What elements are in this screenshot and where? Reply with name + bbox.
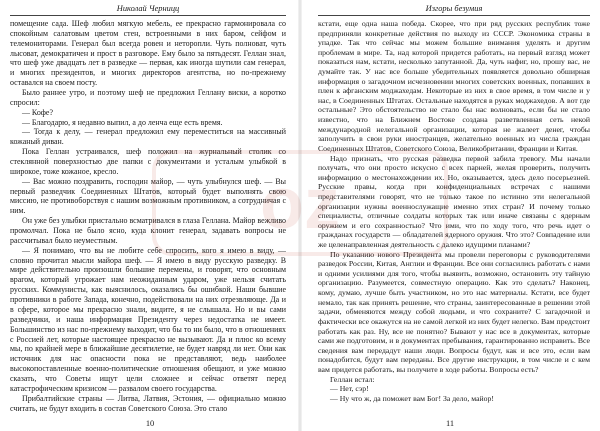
paragraph: Геллан встал: (330, 374, 375, 384)
paragraph: — Я понимаю, что вы не любите себе спросить, кого я имею в виду, — словно прочитал мысли майора шеф. — Я имею в виду русскую разведку. В мире действительно произошли большие перемены, и говорят, что основным врагом, который угрожает нам неожиданным ударом, уже нельзя считать русских. Коммунисты, как выяснилось, оказались бы ошибкой. Наши бывшие противники в работе Запада, конечно, подействовали на них отрезвляюще. Да и в сфере, которое мы прекрасно знали, видите, я не слышала. Но и вы сами разведчики, и наша информация Президенту через недостатка не имеет. Большинство из нас по-прежнему выходит, что бы то ни было, что в отношениях с Россией лет, которые настоящее прекрасно не вызывают. Да и плюс ко всему мы, по крайней мере в ближайшие десятилетие, не будет навряд ли нет. Они как источник для нас опасности пока не представляют, ведь наиболее высокопоставленные военно-политические отношения обещают, и уже можно сказать, что Советы ищут цели сложнее и сейчас ответят перед катастрофическим кризисом — развалом своего государства. (10, 245, 286, 393)
right-page (300, 0, 600, 431)
left-header-rule (10, 15, 286, 16)
paragraph: кстати, еще одна наша победа. Скорее, что при ряд русских республик тоже предприняли конкретные действия по выходу из СССР. Экономика страны в упадке. Так что сейчас мы можем большие внимания уделять и другим проблемам в мире. Та, над которой придется работать, на первый взгляд может показаться нам, кстати, несколько запутанной. Да, чуть нафиг, но, прошу вас, не думайте так. У нас все больше убедительных появляется довольно обширная информация о загадочном исчезновении многих советских военных, попавших в плен к афганским моджахедам. Некоторые из них в свое время, в том числе и у нас, в Соединенных Штатах. Остальные находятся в руках моджахедов. А вот где остальные? Это обстоятельство не стало бы нас волновать, если бы не стало известно, что на Ближнем Востоке создана разветвленная сеть некой международной нелегальной организации, которая не жалеет денег, чтобы заполучить в свои руки иностранцев, желательно военных из числа граждан Соединенных Штатов, Советского Союза, Великобритании, Франции и Китая. (318, 19, 590, 153)
left-page-text (10, 19, 286, 413)
right-running-head: Изгоры безумия (425, 4, 483, 13)
paragraph: По указанию нового Президента мы провели переговоры с руководителями разведок России, Китая, Англии и Франции. Все они согласились работать с нами и одними усилиями для того, чтобы выявить, возможно, остановить эту тайную организацию. Разумеется, совместную операцию. Как это сделать? Наконец, кому, думаю, лучше быть участником, но это нас материалы. Кстати, все будет немало, так как принять решение, что страны, заинтересованные в решении этой задачи, обменяются между собой людьми, и что сохраните? С загадочной и фактически все окажутся на не самой легкой из них будет нелегко. Вам предстоит работать как раз. Ну, все не понятно? Бывают у нас все в документах, которые сами же подготовим, и в документах пребывания, гарантированно исправить. Все сведения вам передадут наши люди. Вопросы будут, как и все это, если вам понадобится, будут вам переданы. Все другие инструкции, в том числе и с кем вам придется работать, вы получите в ходе работы. Вопросы есть? (318, 249, 590, 374)
paragraph: — Тогда к делу, — генерал предложил ему переместиться на массивный кожаный диван. (10, 127, 286, 147)
paragraph: — Благодарю, я недавно выпил, а до ленча еще есть время. (22, 117, 223, 127)
paragraph: Надо признать, что русская разведка первой забила тревогу. Мы начали получать, что они просто искусно с всех парней, желая проверить, получить информацию о местонахождении их. Но, оказывается, здесь дело посерьезней. Русские правы, когда при конфиденциальных встречах с нашими представителями говорят, что не только такое по истинно эти нелегальной организации нужны военнослужащие именно этих стран? И почему только специалисты, отличные солдаты которых так или иначе связаны с ядерным оружием и его сохранностью? Что ими, что по ходу того, что речь идет о гражданах государств — обладателей ядерного оружия. Что это? Совпадение или же целенаправленная деятельность с далеко идущими планами? (318, 153, 590, 250)
paragraph: — Нет, сэр! (330, 384, 369, 394)
paragraph: Он уже без улыбки пристально всматривался в глаза Геллана. Майор вежливо промолчал. Пока не было ясно, куда клонит генерал, задавать вопросы не рассчитывал было неуместным. (10, 216, 286, 245)
left-page-number: 10 (145, 419, 155, 428)
paragraph: — Вас можно поздравить, господин майор, — чуть улыбнулся шеф. — Вы первый разведчик Соединенных Штатов, который будет выполнять свою миссию, не противоборствуя с нашим возможным противником, а сотрудничая с ним. (10, 176, 286, 216)
paragraph: Было раннее утро, и поэтому шеф не предложил Геллану виски, а коротко спросил: (10, 88, 286, 107)
right-page-number: 11 (445, 419, 455, 428)
paragraph: Прибалтийские страны — Литва, Латвия, Эстония, — официально можно считать, не будут входить в состав Советского Союза. Это стало (10, 393, 286, 413)
watermark-text: oz (260, 164, 340, 244)
paragraph: помещение сада. Шеф любил мягкую мебель, ее прекрасно гармонировала со спокойным салатовым цветом стен, встроенными в них баром, сейфом и телемониторами. Генерал был всегда ровен и неторопли. Чуть полноват, чуть лысоват, демократичен и прост в разговоре. Ему было за пятьдесят. Геллан знал, что шеф уже двадцать лет в разведке — первая, как иногда шутили сам генерал, и многих президентов, и многих директоров агентства, но по-прежнему оставался на своем посту. (10, 19, 286, 88)
right-header-rule (318, 15, 590, 16)
right-page-text (318, 19, 590, 403)
left-running-head: Николай Черницц (116, 4, 180, 13)
paragraph: — Кофе? (22, 107, 53, 117)
paragraph: Пока Геллан устраивался, шеф положил на журнальный столик со стеклянной поверхностью две папки с документами и усталым улыбкой в широкое, тоже кожаное, кресло. (10, 147, 286, 176)
paragraph: — Ну что ж, да поможет вам Бог! За дело, майор! (330, 393, 495, 403)
